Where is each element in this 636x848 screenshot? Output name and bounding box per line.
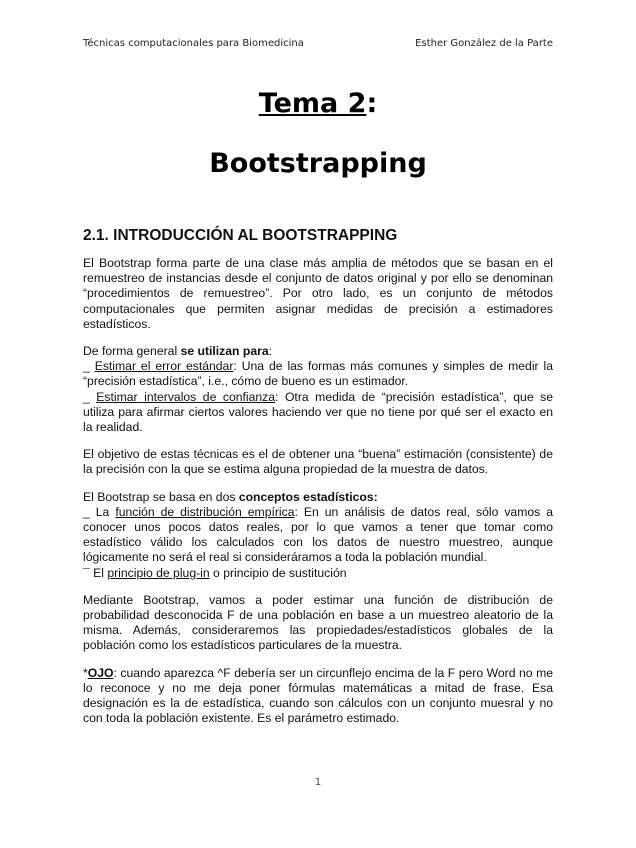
concepts-item2-bullet: ¯ El — [83, 565, 108, 580]
uses-item1-term: Estimar el error estándar — [94, 359, 234, 374]
paragraph-note — [83, 666, 553, 727]
concepts-item2-text: o principio de sustitución — [209, 565, 347, 580]
document-body — [83, 226, 553, 726]
uses-item1-bullet: _ — [83, 359, 95, 374]
title-subject: Bootstrapping — [209, 148, 427, 179]
uses-intro: De forma general — [83, 344, 181, 359]
title-colon: : — [366, 88, 378, 119]
concepts-item1-text: : En un análisis de datos real, sólo vamos a conocer unos pocos datos reales, por lo que vamos a tener que tomar como estadístico válido los calculados con los datos de nuestro muestreo, aunque lógicamente no será el real si consideráramos a toda la población mundial. — [83, 504, 553, 565]
header-course-title: Técnicas computacionales para Biomedicina — [83, 38, 304, 49]
header-author: Esther González de la Parte — [415, 38, 553, 49]
uses-item2-text: : Otra medida de “precisión estadística”, que se utiliza para afirmar ciertos valores haciendo ver que no tiene por qué ser el exacto en la realidad. — [83, 389, 554, 435]
note-label: OJO — [87, 665, 114, 680]
uses-item2-bullet: _ — [83, 389, 97, 404]
uses-intro-end: : — [268, 344, 273, 359]
concepts-item2-term: principio de plug-in — [107, 565, 210, 580]
concepts-intro: El Bootstrap se basa en dos — [83, 489, 239, 504]
uses-item2-term: Estimar intervalos de confianza — [96, 389, 276, 404]
concepts-item1-bullet: _ La — [83, 504, 116, 519]
paragraph-objective: El objetivo de estas técnicas es el de obtener una “buena” estimación (consistente) de la precisión con la que se estima alguna propiedad de la muestra de datos. — [83, 447, 553, 477]
document-title — [0, 84, 636, 184]
paragraph-estimation: Mediante Bootstrap, vamos a poder estimar una función de distribución de probabilidad desconocida F de una población en base a un muestreo aleatorio de la misma. Además, consideraremos las propiedades/estadísticos globales de la población como los estadísticos particulares de la muestra. — [83, 592, 553, 653]
title-topic — [0, 84, 636, 124]
uses-item1-text: : Una de las formas más comunes y simples de medir la “precisión estadística”, i.e., cómo de bueno es un estimador. — [83, 359, 553, 389]
running-header — [83, 38, 553, 49]
note-text: : cuando aparezca ^F debería ser un circunflejo encima de la F pero Word no me lo reconoce y no me deja poner fórmulas matemáticas a mitad de frase. Esa designación es la de estadística, cuando son cálculos con un conjunto muesral y no con toda la población existente. Es el parámetro estimado. — [83, 665, 553, 726]
concepts-item1-term: función de distribución empírica — [115, 504, 295, 519]
concepts-intro-bold: conceptos estadísticos: — [238, 489, 378, 504]
paragraph-concepts — [83, 490, 553, 581]
page-number: 1 — [314, 777, 322, 788]
section-heading: 2.1. INTRODUCCIÓN AL BOOTSTRAPPING — [83, 227, 398, 244]
paragraph-uses — [83, 344, 553, 435]
title-topic-number: Tema 2 — [258, 88, 367, 119]
paragraph-definition: El Bootstrap forma parte de una clase más amplia de métodos que se basan en el remuestreo de instancias desde el conjunto de datos original y por ello se denominan “procedimientos de remuestreo”. Por otro lado, es un conjunto de métodos computacionales que permiten asignar medidas de precisión a estimadores estadísticos. — [83, 256, 553, 331]
uses-intro-bold: se utilizan para — [180, 344, 269, 359]
note-star: * — [83, 665, 88, 680]
